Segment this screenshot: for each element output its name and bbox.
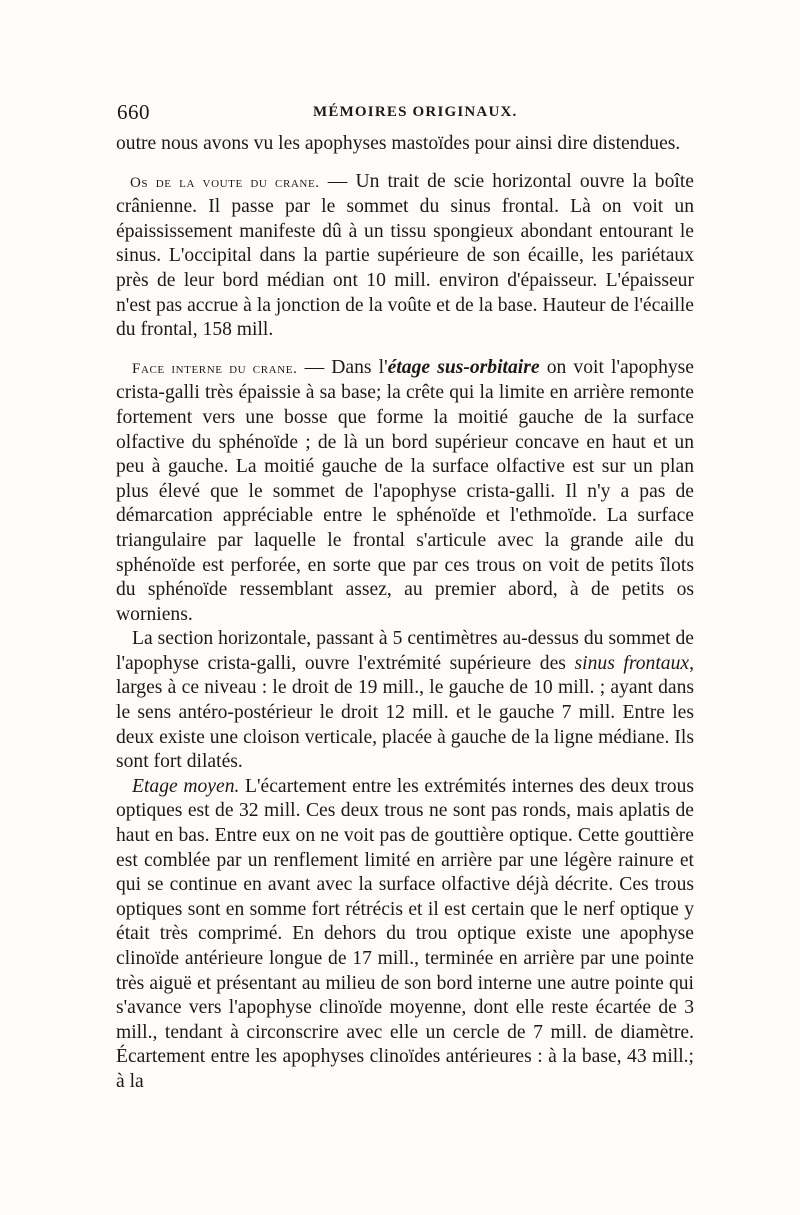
paragraph-text: — Un trait de scie horizontal ouvre la boîte crânienne. Il passe par le sommet du sinus frontal. Là on voit un épaississement manifeste dû à un tissu spongieux abondant entourant le sinus. L'occipital dans la partie supérieure de son écaille, les pariétaux près de leur bord médian ont 10 mill. environ d'épaisseur. L'épaisseur n'est pas accrue à la jonction de la voûte et de la base. Hauteur de l'écaille du frontal, 158 mill.: [116, 170, 694, 341]
paragraph-face-interne: [116, 356, 694, 628]
paragraph-etage-moyen: [116, 775, 694, 1095]
subsection-lead: Etage moyen.: [132, 775, 240, 797]
paragraph-os-voute: [116, 170, 694, 343]
running-head: MÉMOIRES ORIGINAUX.: [313, 104, 518, 120]
emphasis-term: sinus frontaux: [574, 652, 690, 674]
paragraph-continuation: [116, 132, 694, 157]
paragraph-text: , larges à ce niveau : le droit de 19 mill., le gauche de 10 mill. ; ayant dans le sens antéro-postérieur le droit 12 mill. et le gauche 7 mill. Entre les deux existe une cloison verticale, placée à gauche de la ligne médiane. Ils sont fort dilatés.: [116, 652, 694, 773]
paragraph-text: outre nous avons vu les apophyses mastoïdes pour ainsi dire distendues.: [116, 133, 681, 154]
section-heading: Os de la voute du crane.: [130, 174, 320, 191]
page-header: [117, 100, 690, 124]
body-text: [116, 132, 694, 1095]
paragraph-text: La section horizontale, passant à 5 centimètres au-dessus du sommet de l'apophyse crista-galli, ouvre l'extrémité supérieure des: [116, 628, 694, 674]
paragraph-section-horizontale: [116, 627, 694, 775]
paragraph-text: — Dans l': [297, 356, 388, 378]
paragraph-text: on voit l'apophyse crista-galli très épaissie à sa base; la crête qui la limite en arrière remonte fortement vers une bosse que forme la moitié gauche de la surface olfactive du sphénoïde ; de là un bord supérieur concave en haut et un peu à gauche. La moitié gauche de la surface olfactive est sur un plan plus élevé que le sommet de l'apophyse crista-galli. Il n'y a pas de démarcation appréciable entre le sphénoïde et l'ethmoïde. La surface triangulaire par laquelle le frontal s'articule avec la grande aile du sphénoïde est perforée, en sorte que par ces trous on voit de petits îlots du sphénoïde ressemblant assez, au premier abord, à de petits os worniens.: [116, 356, 694, 625]
paragraph-text: L'écartement entre les extrémités internes des deux trous optiques est de 32 mill. Ces deux trous ne sont pas ronds, mais aplatis de haut en bas. Entre eux on ne voit pas de gouttière optique. Cette gouttière est comblée par un renflement limité en arrière par une légère rainure et qui se continue en avant avec la surface olfactive déjà décrite. Ces trous optiques sont en somme fort rétrécis et il est certain que le nerf optique y était très comprimé. En dehors du trou optique existe une apophyse clinoïde antérieure longue de 17 mill., terminée en arrière par une pointe très aiguë et présentant au milieu de son bord interne une autre pointe qui s'avance vers l'apophyse clinoïde moyenne, dont elle reste écartée de 3 mill., tendant à circonscrire avec elle un cercle de 7 mill. de diamètre. Écartement entre les apophyses clinoïdes antérieures : à la base, 43 mill.; à la: [116, 775, 694, 1092]
emphasis-term: étage sus-orbitaire: [387, 356, 540, 378]
section-heading: Face interne du crane.: [132, 360, 298, 377]
page-number: 660: [117, 100, 150, 124]
